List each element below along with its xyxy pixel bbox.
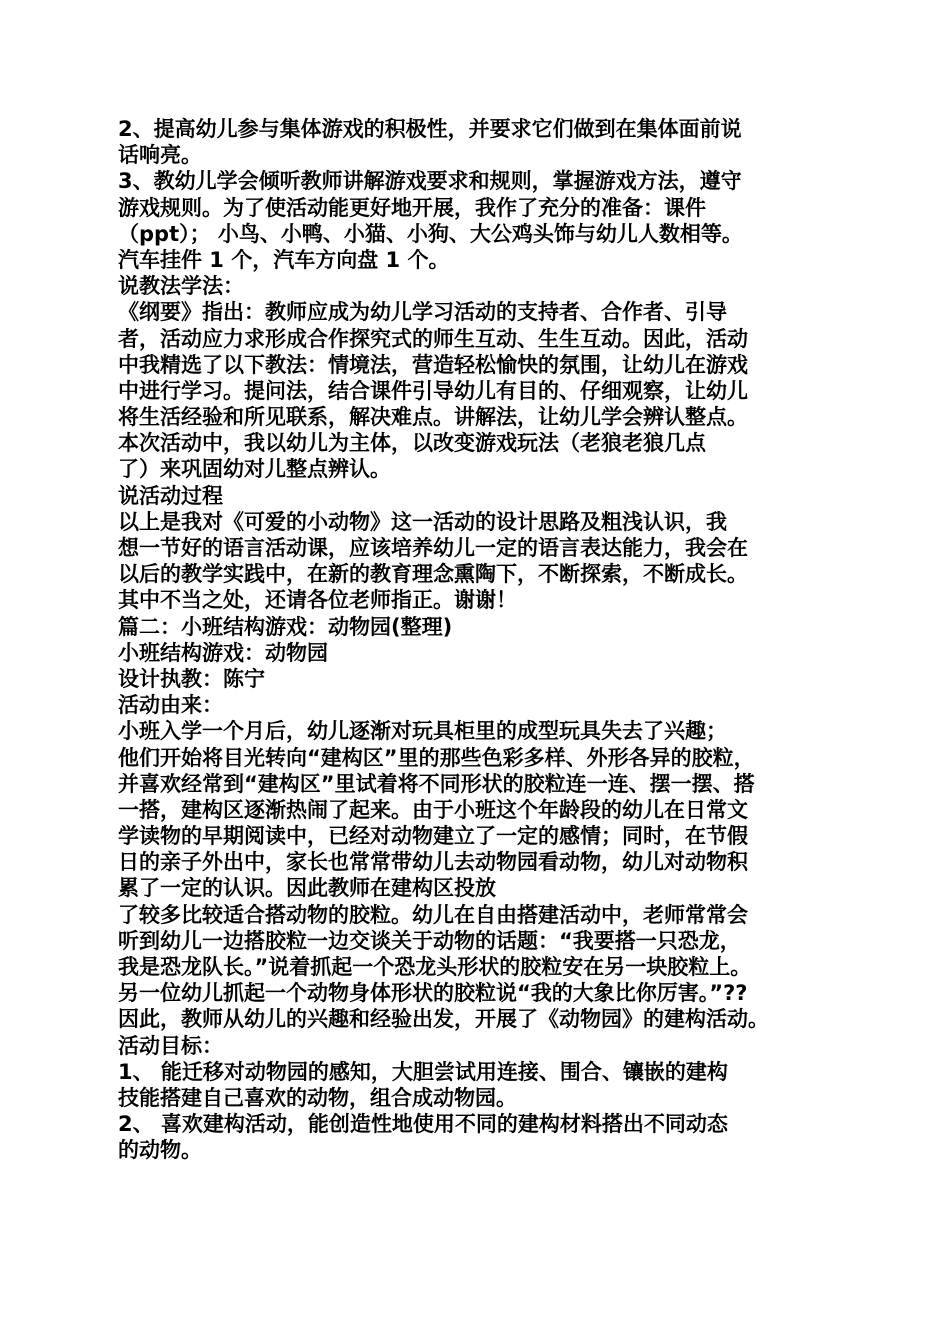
text-line: 以上是我对《可爱的小动物》这一活动的设计思路及粗浅认识，我 xyxy=(118,509,727,534)
text-line: 听到幼儿一边搭胶粒一边交谈关于动物的话题：“我要搭一只恐龙， xyxy=(118,928,741,953)
text-line: 累了一定的认识。因此教师在建构区投放 xyxy=(118,876,496,901)
document-body xyxy=(118,116,838,1164)
text-line: 说教法学法： xyxy=(118,274,244,299)
text-line: 2、 喜欢建构活动，能创造性地使用不同的建构材料搭出不同动态 xyxy=(118,1112,728,1137)
text-line: 其中不当之处，还请各位老师指正。谢谢！ xyxy=(118,588,517,613)
text-line: 中我精选了以下教法：情境法，营造轻松愉快的氛围，让幼儿在游戏 xyxy=(118,352,748,377)
text-line: 话响亮。 xyxy=(118,143,202,168)
text-line: 2、提高幼儿参与集体游戏的积极性，并要求它们做到在集体面前说 xyxy=(118,117,742,141)
text-line: 中进行学习。提问法，结合课件引导幼儿有目的、仔细观察，让幼儿 xyxy=(118,378,748,403)
text-line: 一搭，建构区逐渐热闹了起来。由于小班这个年龄段的幼儿在日常文 xyxy=(118,797,748,822)
text-line: 者，活动应力求形成合作探究式的师生互动、生生互动。因此，活动 xyxy=(118,326,748,351)
text-line: 《纲要》指出：教师应成为幼儿学习活动的支持者、合作者、引导 xyxy=(118,300,727,325)
text-line: 了）来巩固幼对儿整点辨认。 xyxy=(118,457,391,482)
text-line: （ppt）； 小鸟、小鸭、小猫、小狗、大公鸡头饰与幼儿人数相等。 xyxy=(118,221,743,246)
text-line: 我是恐龙队长。”说着抓起一个恐龙头形状的胶粒安在另一块胶粒上。 xyxy=(118,955,752,979)
text-line: 他们开始将目光转向“建构区”里的那些色彩多样、外形各异的胶粒， xyxy=(118,745,755,770)
text-line: 因此，教师从幼儿的兴趣和经验出发，开展了《动物园》的建构活动。 xyxy=(118,1007,769,1032)
text-line: 并喜欢经常到“建构区”里试着将不同形状的胶粒连一连、摆一摆、搭 xyxy=(118,771,755,796)
text-line: 另一位幼儿抓起一个动物身体形状的胶粒说“我的大象比你厉害。”?? xyxy=(118,981,748,1006)
text-line: 游戏规则。为了使活动能更好地开展，我作了充分的准备：课件 xyxy=(118,195,706,220)
text-line: 3、教幼儿学会倾听教师讲解游戏要求和规则，掌握游戏方法，遵守 xyxy=(118,169,742,194)
text-line: 以后的教学实践中，在新的教育理念熏陶下，不断探索，不断成长。 xyxy=(118,562,748,587)
text-line: 小班结构游戏：动物园 xyxy=(118,640,328,665)
text-line: 日的亲子外出中，家长也常常带幼儿去动物园看动物，幼儿对动物积 xyxy=(118,850,748,875)
text-line: 汽车挂件 1 个，汽车方向盘 1 个。 xyxy=(118,247,450,272)
text-line: 学读物的早期阅读中，已经对动物建立了一定的感情；同时，在节假 xyxy=(118,824,748,849)
text-line: 活动目标： xyxy=(118,1033,223,1058)
text-line: 活动由来： xyxy=(118,693,223,718)
text-line: 了较多比较适合搭动物的胶粒。幼儿在自由搭建活动中，老师常常会 xyxy=(118,902,748,927)
text-line: 的动物。 xyxy=(118,1138,202,1163)
text-line: 想一节好的语言活动课，应该培养幼儿一定的语言表达能力，我会在 xyxy=(118,536,748,560)
text-line: 本次活动中，我以幼儿为主体，以改变游戏玩法（老狼老狼几点 xyxy=(118,431,706,456)
text-line: 技能搭建自己喜欢的动物，组合成动物园。 xyxy=(118,1085,517,1110)
text-line: 篇二：小班结构游戏：动物园(整理) xyxy=(118,614,453,639)
text-line: 小班入学一个月后，幼儿逐渐对玩具柜里的成型玩具失去了兴趣； xyxy=(118,719,727,744)
text-line: 设计执教：陈宁 xyxy=(118,666,265,691)
text-line: 说活动过程 xyxy=(118,483,223,508)
text-line: 将生活经验和所见联系，解决难点。讲解法，让幼儿学会辨认整点。 xyxy=(118,405,748,430)
text-line: 1、 能迁移对动物园的感知，大胆尝试用连接、围合、镶嵌的建构 xyxy=(118,1059,728,1084)
